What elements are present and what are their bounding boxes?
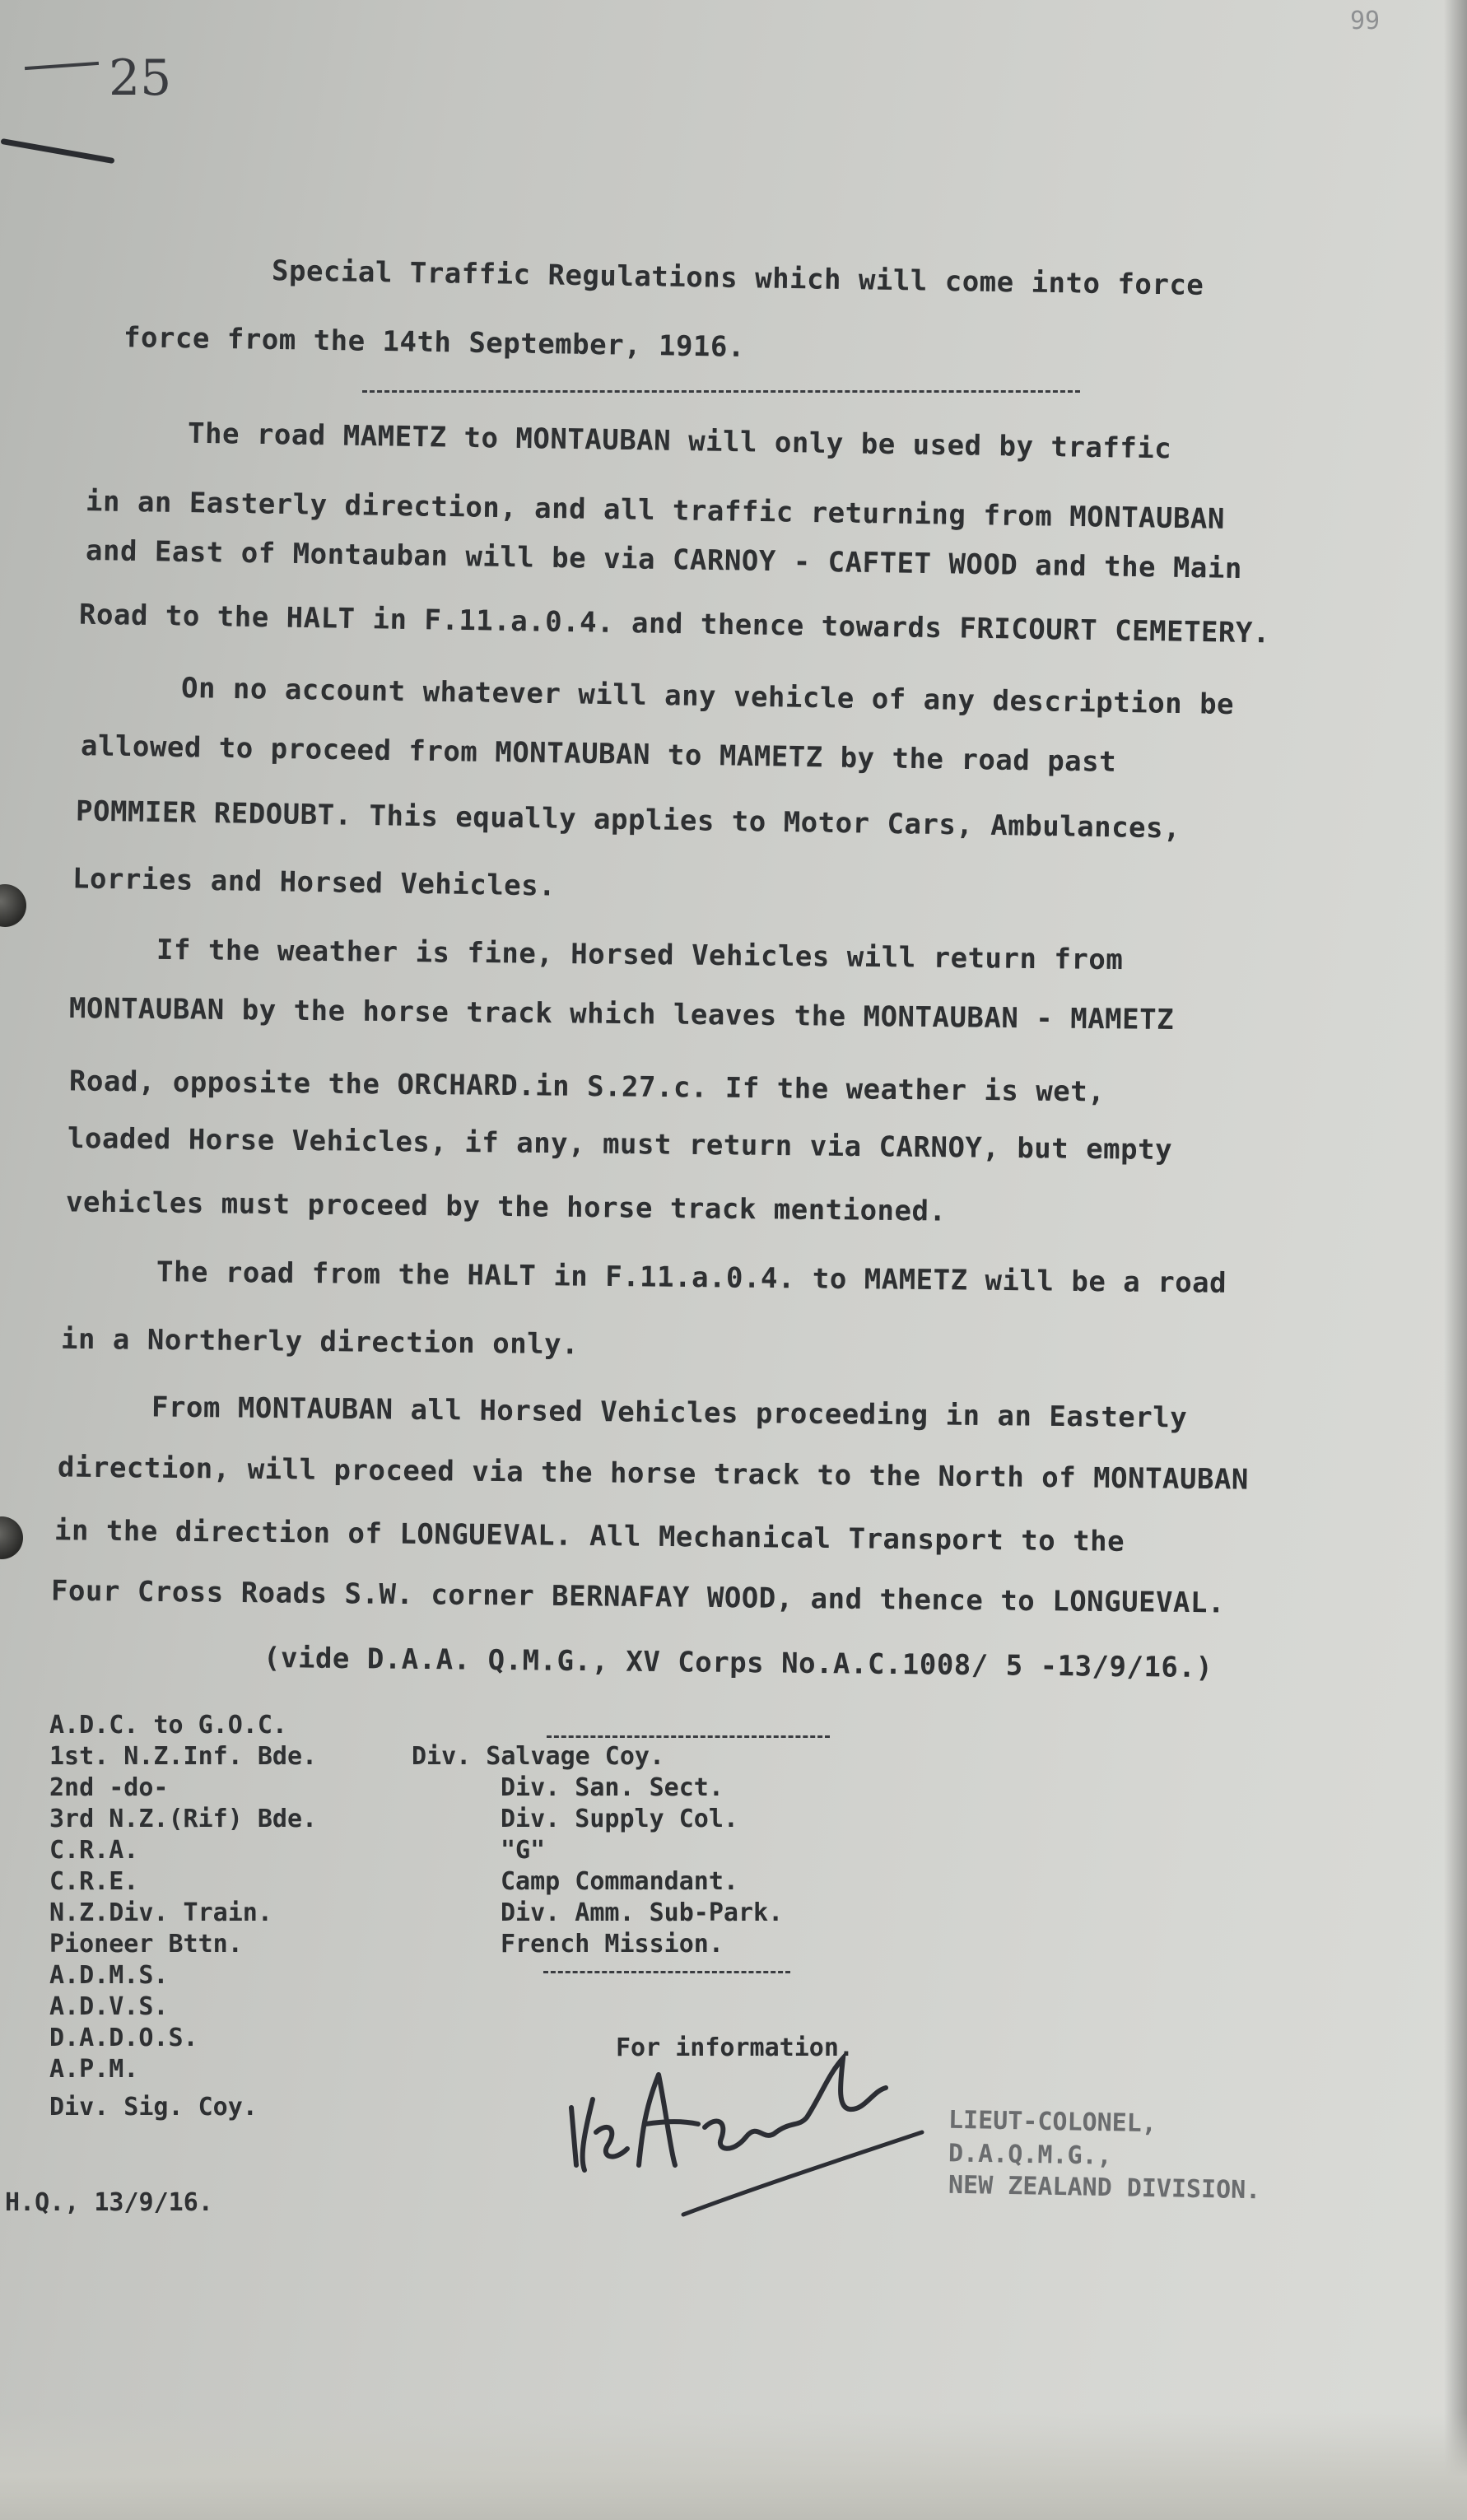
distribution-left-11: D.A.D.O.S. (49, 2024, 198, 2052)
distribution-left-1: A.D.C. to G.O.C. (49, 1711, 287, 1740)
distribution-left-4: 3rd N.Z.(Rif) Bde. (49, 1805, 318, 1833)
paragraph-1-line-4: Road to the HALT in F.11.a.0.4. and thence towards FRICOURT CEMETERY. (78, 598, 1271, 650)
signature-office: D.A.Q.M.G., (948, 2139, 1112, 2171)
distribution-right-2: Div. San. Sect. (501, 1773, 724, 1802)
paragraph-1-line-1: The road MAMETZ to MONTAUBAN will only be used by traffic (187, 417, 1172, 466)
paragraph-3-line-5: vehicles must proceed by the horse track mentioned. (65, 1185, 947, 1228)
paragraph-5-line-1: From MONTAUBAN all Horsed Vehicles proceeding in an Easterly (151, 1390, 1188, 1435)
punch-hole-lower (0, 1516, 23, 1559)
pen-stroke (0, 138, 114, 164)
title-line-2: force from the 14th September, 1916. (123, 321, 746, 364)
distribution-right-6: Div. Amm. Sub-Park. (501, 1898, 784, 1927)
paragraph-5-line-3: in the direction of LONGUEVAL. All Mechanical Transport to the (54, 1514, 1125, 1558)
paragraph-2-line-1: On no account whatever will any vehicle of any description be (180, 671, 1235, 722)
title-underline (362, 390, 1080, 393)
paragraph-3-line-1: If the weather is fine, Horsed Vehicles will return from (156, 933, 1124, 977)
paragraph-3-line-4: loaded Horse Vehicles, if any, must return via CARNOY, but empty (67, 1121, 1173, 1167)
distribution-left-7: N.Z.Div. Train. (49, 1898, 272, 1927)
paragraph-4-line-1: The road from the HALT in F.11.a.0.4. to MAMETZ will be a road (156, 1255, 1227, 1300)
paragraph-3-line-3: Road, opposite the ORCHARD.in S.27.c. If the weather is wet, (68, 1064, 1106, 1109)
distribution-right-7: French Mission. (501, 1930, 724, 1959)
page-number-right: 99 (1350, 7, 1381, 35)
paragraph-1-line-2: in an Easterly direction, and all traffic returning from MONTAUBAN (85, 485, 1226, 536)
distribution-right-4: "G" (501, 1836, 546, 1865)
page-number: 25 (109, 49, 172, 107)
distribution-left-6: C.R.E. (49, 1867, 139, 1896)
paragraph-5-line-4: Four Cross Roads S.W. corner BERNAFAY WOOD, and thence to LONGUEVAL. (50, 1574, 1226, 1620)
paragraph-2-line-3: POMMIER REDOUBT. This equally applies to Motor Cars, Ambulances, (75, 794, 1181, 845)
distribution-rule-top (547, 1735, 830, 1738)
paragraph-2-line-2: allowed to proceed from MONTAUBAN to MAMETZ by the road past (80, 729, 1117, 779)
signature-division: NEW ZEALAND DIVISION. (948, 2170, 1261, 2206)
distribution-left-8: Pioneer Bttn. (49, 1930, 243, 1959)
paragraph-3-line-2: MONTAUBAN by the horse track which leaves the MONTAUBAN - MAMETZ (68, 991, 1175, 1037)
paragraph-4-line-2: in a Northerly direction only. (60, 1322, 580, 1362)
paragraph-5-line-2: direction, will proceed via the horse track to the North of MONTAUBAN (57, 1451, 1250, 1497)
reference-line: (vide D.A.A. Q.M.G., XV Corps No.A.C.1008/ 5 -13/9/16.) (263, 1641, 1213, 1685)
distribution-left-2: 1st. N.Z.Inf. Bde. (49, 1742, 318, 1771)
punch-hole-upper (0, 884, 26, 927)
paragraph-2-line-4: Lorries and Horsed Vehicles. (72, 862, 557, 903)
pen-mark (25, 62, 99, 70)
signature-rank: LIEUT-COLONEL, (948, 2105, 1157, 2139)
distribution-left-12: A.P.M. (49, 2055, 139, 2084)
title-line-1: Special Traffic Regulations which will come into force (271, 254, 1204, 302)
distribution-right-3: Div. Supply Col. (501, 1805, 738, 1833)
paragraph-1-line-3: and East of Montauban will be via CARNOY - CAFTET WOOD and the Main (85, 533, 1243, 586)
distribution-left-13: Div. Sig. Coy. (49, 2093, 258, 2122)
distribution-right-5: Camp Commandant. (501, 1867, 738, 1896)
distribution-rule-bottom (543, 1971, 790, 1973)
date-line: H.Q., 13/9/16. (5, 2188, 213, 2217)
for-information: For information. (616, 2033, 854, 2062)
distribution-left-5: C.R.A. (49, 1836, 139, 1865)
distribution-right-1: Div. Salvage Coy. (412, 1742, 665, 1771)
handwritten-signature (560, 2042, 947, 2231)
distribution-left-9: A.D.M.S. (49, 1961, 169, 1990)
distribution-left-10: A.D.V.S. (49, 1992, 169, 2021)
distribution-left-3: 2nd -do- (49, 1773, 169, 1802)
